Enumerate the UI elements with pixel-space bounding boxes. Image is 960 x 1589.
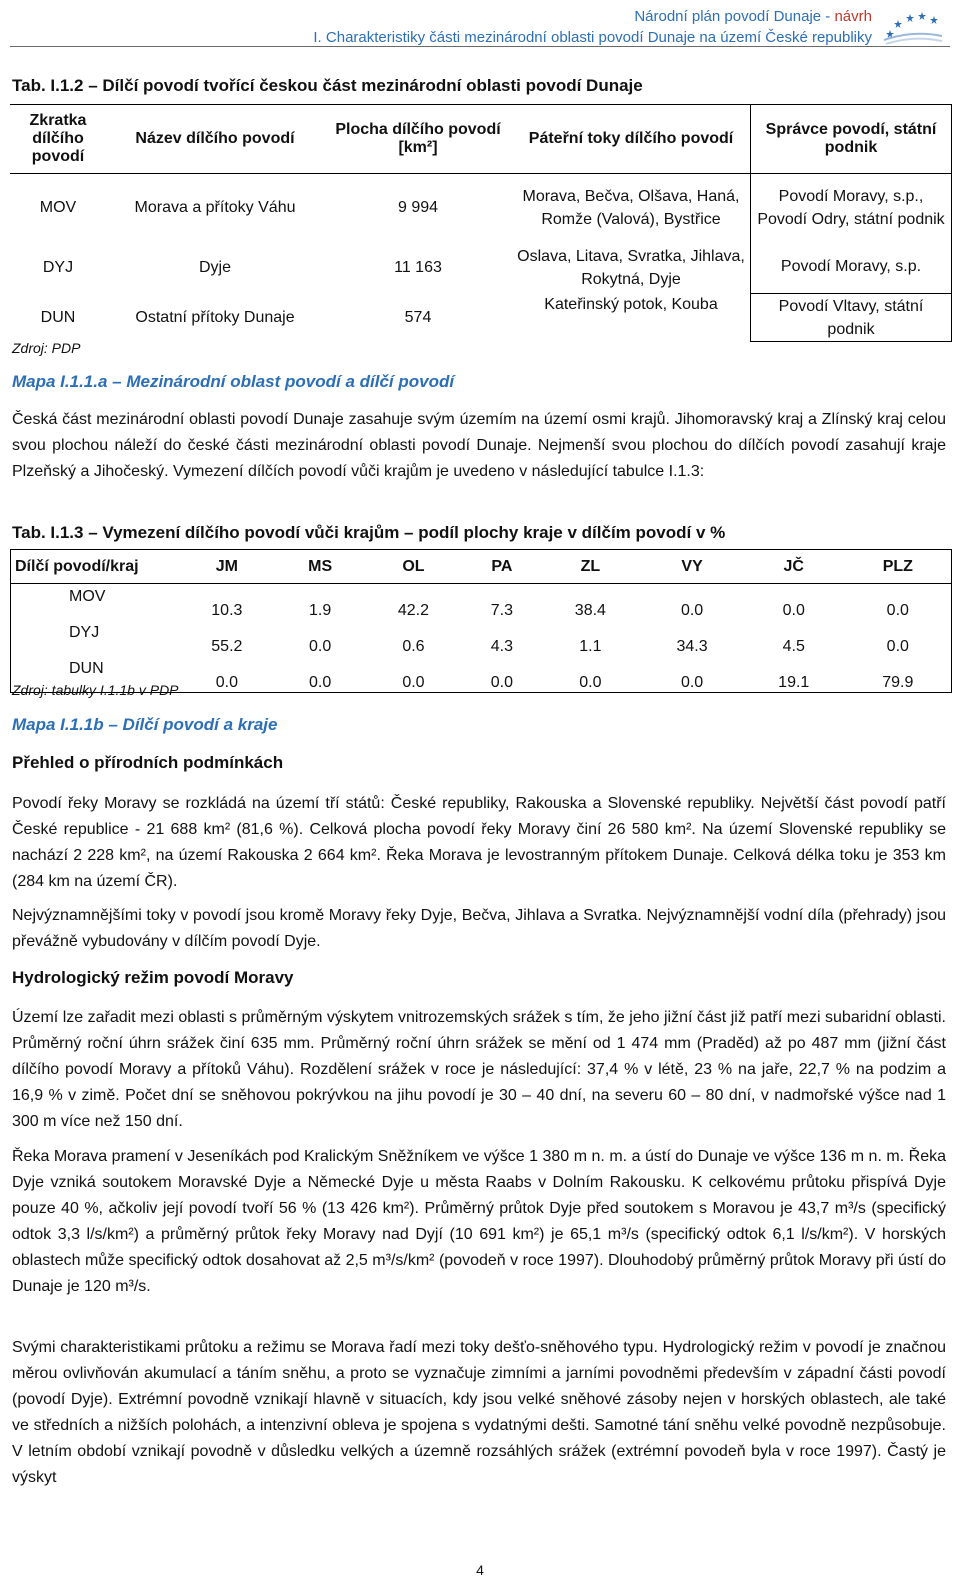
section-heading-nature: Přehled o přírodních podmínkách [12,753,284,772]
col-header-area: Plocha dílčího povodí [km²] [324,105,512,174]
paragraph-regime: Svými charakteristikami průtoku a režimu se Morava řadí mezi toky dešťo-sněhového typu. Hydrologický režim v povodí je značnou měrou ovlivňován akumulací a táním sněhu, a proto se vyznačuje zimními a jarními povodněmi především v západní části povodí (povodí Dyje). Extrémní povodně vznikají hlavně v situacích, kdy jsou velké sněhové zásoby nejen v horských oblastech, ale také ve středních a nižších polohách, a intenzivní obleva je spojena s vydatnými dešti. Samotné tání sněhu velké povodně nezpůsobuje. V letním období vznikají povodně v důsledku velkých a územně rozsáhlých srážek (extrémní povodeň byla v roce 1997). Častý je výskyt [12,1339,946,1486]
col-header: VY [641,550,743,584]
col-header: Dílčí povodí/kraj [11,550,177,584]
paragraph-main-rivers: Nejvýznamnějšími toky v povodí jsou kromě Moravy řeky Dyje, Bečva, Jihlava a Svratka. Nejvýznamnější vodní díla (přehrady) jsou převážně vybudovány v dílčím povodí Dyje. [12,907,946,950]
paragraph-discharge: Řeka Morava pramení v Jeseníkách pod Kralickým Sněžníkem ve výšce 1 380 m n. m. a ústí do Dunaje ve výšce 136 m n. m. Řeka Dyje vzniká soutokem Moravské Dyje a Německé Dyje u města Raabs v Dolním Rakousku. K celkovému průtoku přispívá Dyje pouze 40 %, ačkoliv její povodí tvoří 56 % (13 426 km²). Průměrný průtok Dyje před soutokem s Moravou je 43,7 m³/s (specifický odtok 3,3 l/s/km²) a průměrný průtok řeky Moravy nad Dyjí (10 691 km²) je 65,1 m³/s (specifický odtok 6,1 l/s/km²). V horských oblastech může specifický odtok dosahovat až 2,5 m³/s/km² (povodeň v roce 1997). Dlouhodobý průměrný průtok Moravy při ústí do Dunaje je 120 m³/s. [12,1148,946,1295]
cell-code: DUN [40,308,76,326]
header-title: Národní plán povodí Dunaje - [634,8,835,25]
cell-manager: Povodí Moravy, s.p. [751,242,952,294]
cell: DYJ [69,624,100,641]
cell: MOV [69,588,106,605]
table3-source: Zdroj: tabulky I.1.1b v PDP [12,682,179,698]
table3-caption: Tab. I.1.3 – Vymezení dílčího povodí vůči krajům – podíl plochy kraje v dílčím povodí v % [12,523,726,542]
cell: 7.3 [490,602,514,619]
subbasin-table [10,104,952,342]
cell-name: Dyje [198,258,231,276]
paragraph-basin-area: Povodí řeky Moravy se rozkládá na území tří států: České republiky, Rakouska a Slovenské republiky. Největší část povodí patří České republice - 21 688 km² (81,6 %). Celková plocha povodí řeky Moravy činí 26 580 km². Na území Slovenské republiky se nachází 2 228 km², na území Rakouska 2 664 km². Řeka Morava je levostranným přítokem Dunaje. Celková délka toku je 353 km (284 km na území ČR). [12,795,946,890]
col-header-name: Název dílčího povodí [106,105,324,174]
section-heading-hydrology: Hydrologický režim povodí Moravy [12,968,294,987]
table2-caption: Tab. I.1.2 – Dílčí povodí tvořící českou část mezinárodní oblasti povodí Dunaje [12,76,643,95]
cell-area: 11 163 [394,258,442,276]
cell-name: Morava a přítoky Váhu [134,198,296,216]
col-header: PA [464,550,539,584]
cell: 0.0 [579,674,602,691]
cell: 0.0 [680,674,704,691]
cell-manager: Povodí Moravy, s.p., Povodí Odry, státní podnik [751,174,952,242]
col-header: ZL [540,550,642,584]
cell: 0.0 [782,602,805,619]
col-header-rivers: Páteřní toky dílčího povodí [512,105,751,174]
cell-rivers: Kateřinský potok, Kouba [544,295,718,313]
cell-area: 574 [404,308,432,326]
cell: 1.9 [309,602,332,619]
cell: 0.6 [402,638,425,655]
table2-source: Zdroj: PDP [12,340,81,356]
cell: DUN [69,660,104,677]
paragraph-precipitation: Území lze zařadit mezi oblasti s průměrným výskytem vnitrozemských srážek s tím, že jeho jižní část již patří mezi subaridní oblasti. Průměrný roční úhrn srážek činí 635 mm. Průměrný roční úhrn srážek se mění od 1 474 mm (Praděd) až po 487 mm (jižní část dílčího povodí Moravy a přítoků Váhu). Rozdělení srážek v roce je následující: 37,4 % v létě, 23 % na jaře, 22,7 % na podzim a 16,9 % v zimě. Počet dní se sněhovou pokrývkou na jihu povodí je 30 – 40 dní, na severu 60 – 80 dní, v nadmořské výšce nad 1 300 m více než 150 dní. [12,1009,946,1130]
cell: 0.0 [886,638,909,655]
cell: 0.0 [490,674,514,691]
cell: 4.5 [782,638,805,655]
table-row [10,174,952,242]
page-header [313,6,872,48]
cell-rivers: Morava, Bečva, Olšava, Haná, Romže (Valová), Bystřice [522,187,740,228]
cell-area: 9 994 [397,198,439,216]
cell: 0.0 [402,674,425,691]
header-divider [10,46,950,47]
eu-stars-logo [880,2,946,46]
col-header-code: Zkratka dílčího povodí [10,105,106,174]
cell: 0.0 [886,602,909,619]
cell: 10.3 [211,602,243,619]
cell: 79.9 [882,674,914,691]
cell-code: DYJ [42,258,74,276]
cell-rivers: Oslava, Litava, Svratka, Jihlava, Rokytná, Dyje [517,247,745,288]
cell-manager: Povodí Vltavy, státní podnik [751,294,952,342]
cell: 42.2 [397,602,429,619]
cell: 55.2 [211,638,243,655]
cell: 38.4 [574,602,606,619]
table-header-row [10,105,952,174]
map1-caption: Mapa I.1.1.a – Mezinárodní oblast povodí a dílčí povodí [12,372,455,391]
cell: 4.3 [490,638,514,655]
cell: 0.0 [309,638,332,655]
table-header-row [11,550,952,584]
map2-caption: Mapa I.1.1b – Dílčí povodí a kraje [12,715,278,734]
table-row [11,620,952,656]
cell: 0.0 [680,602,704,619]
table-row [10,294,952,342]
cell-code: MOV [39,198,77,216]
region-share-table [10,549,952,693]
col-header: PLZ [845,550,952,584]
cell: 34.3 [676,638,708,655]
col-header-manager: Správce povodí, státní podnik [751,105,952,174]
col-header: MS [278,550,363,584]
cell: 0.0 [309,674,332,691]
cell: 19.1 [778,674,810,691]
paragraph-regions: Česká část mezinárodní oblasti povodí Dunaje zasahuje svým územím na území osmi krajů. Jihomoravský kraj a Zlínský kraj celou svou plochou náleží do české části mezinárodní oblasti povodí Dunaje. Nejmenší svou plochou do dílčích povodí zasahují kraje Plzeňský a Jihočeský. Vymezení dílčích povodí vůči krajům je uvedeno v následující tabulce I.1.3: [12,411,946,480]
table-row [11,584,952,621]
col-header: JM [176,550,278,584]
cell-name: Ostatní přítoky Dunaje [135,308,295,326]
page-number: 4 [476,1562,484,1578]
table-row [10,242,952,294]
col-header: OL [363,550,465,584]
cell: 1.1 [579,638,602,655]
cell: 0.0 [215,674,238,691]
header-subtitle: I. Charakteristiky části mezinárodní oblasti povodí Dunaje na území České republiky [313,29,872,46]
col-header: JČ [743,550,845,584]
header-draft-label: návrh [834,8,872,25]
